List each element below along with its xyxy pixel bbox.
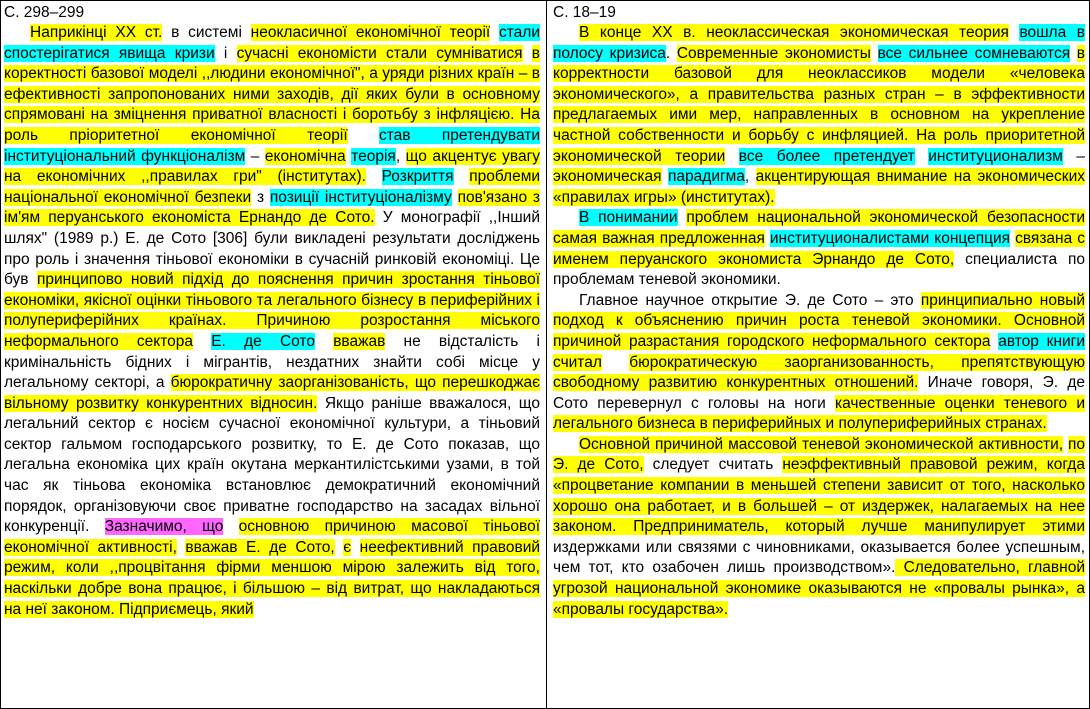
text-segment bbox=[644, 456, 653, 473]
text-segment: в системі bbox=[162, 24, 251, 41]
right-paragraph bbox=[553, 435, 1085, 620]
text-segment: акцентирующая внимание на экономических «правилах игры» (институтах). bbox=[553, 168, 1085, 206]
text-segment: позиції інституціоналізму bbox=[269, 188, 452, 206]
text-segment: автор книги bbox=[998, 332, 1085, 350]
text-segment bbox=[490, 24, 499, 41]
right-paragraph bbox=[553, 208, 1085, 290]
text-segment: качественные оценки теневого и легального бизнеса в периферийных и полупериферийных странах. bbox=[553, 394, 1085, 433]
text-segment bbox=[1009, 24, 1020, 41]
text-segment bbox=[915, 148, 929, 165]
text-segment: проблем национальной экономической безопасности bbox=[686, 209, 1085, 227]
text-segment bbox=[773, 456, 782, 473]
text-segment bbox=[366, 168, 382, 185]
text-segment: є bbox=[343, 538, 352, 556]
left-page-reference: С. 298–299 bbox=[4, 4, 85, 21]
right-text-body bbox=[553, 23, 1085, 620]
text-segment: Иначе говоря, Э. де Сото перевернул с головы на ноги bbox=[553, 374, 1085, 412]
text-segment: що акцентує увагу на економічних ,,правилах гри" (інститутах). bbox=[4, 147, 540, 186]
text-segment: все сильнее сомневаются bbox=[877, 44, 1071, 62]
text-segment: – bbox=[1062, 147, 1085, 165]
text-segment bbox=[348, 127, 379, 144]
text-segment: став претендувати інституціональний функціоналізм bbox=[4, 126, 540, 165]
text-segment: Зазначимо, що bbox=[104, 518, 224, 536]
text-segment bbox=[602, 354, 629, 371]
text-segment bbox=[523, 45, 532, 62]
text-segment: – bbox=[245, 147, 265, 165]
text-segment: Розкриття bbox=[381, 168, 454, 186]
text-segment bbox=[193, 333, 211, 350]
text-segment: , bbox=[395, 147, 406, 165]
text-segment: Главное научное открытие Э. де Сото – это bbox=[579, 291, 921, 309]
left-text-body bbox=[4, 23, 540, 620]
text-segment: теорія bbox=[351, 147, 396, 165]
column-divider bbox=[546, 0, 547, 709]
text-segment: парадигма bbox=[668, 168, 745, 186]
text-segment: Современные экономисты bbox=[676, 44, 871, 62]
text-segment bbox=[351, 539, 360, 556]
text-segment bbox=[335, 539, 344, 556]
text-segment: специалиста по проблемам теневой экономики. bbox=[553, 250, 1085, 289]
right-paragraph bbox=[553, 291, 1085, 435]
text-segment: издержками или связями с чиновниками, оказывается более успешным, чем тот, кто озабочен лишь производством». bbox=[553, 538, 1085, 577]
text-segment: , bbox=[744, 168, 756, 186]
text-segment: в коректності базової моделі ,,людини економічної", а уряди різних країн – в ефективності запропонованих ними заходів, дії яких були в основному спрямовані на зміцнення приватної власності і боротьбу з інфляцією. На роль пріоритетної економічної теорії bbox=[4, 44, 540, 144]
text-segment: Следовательно, главной угрозой национальной экономике оказываются не «провалы рынка», а «провалы государства». bbox=[553, 559, 1085, 618]
text-segment: принципиально новый подход к объяснению причин роста теневой экономики. Основной bbox=[553, 291, 1085, 330]
text-segment: з bbox=[251, 188, 270, 206]
text-segment: следует считать bbox=[652, 456, 774, 474]
text-segment: вошла в полосу кризиса bbox=[553, 24, 1085, 62]
text-segment: . bbox=[665, 44, 677, 62]
text-segment bbox=[871, 45, 878, 62]
text-segment: економічна bbox=[264, 147, 346, 165]
text-segment: считал bbox=[553, 353, 602, 371]
text-segment: по Э. де Сото, bbox=[553, 435, 1085, 474]
text-segment: і bbox=[214, 44, 237, 62]
text-segment bbox=[89, 518, 104, 535]
text-segment: неефективний правовий режим, коли ,,процвітання фірми меншою мірою залежить від того, наскільки добре вона працює, і більшою – від витрат, що накладаються на неї законом. Підприємець, який bbox=[4, 538, 540, 618]
left-paragraph bbox=[4, 23, 540, 620]
text-segment bbox=[315, 333, 333, 350]
text-segment: Якщо раніше вважалося, що легальний сектор є носієм сучасної економічної культури, а тіньовий сектор гальмом господарського розвитку, то Е. де Сото показав, що легальна економіка цих країн окутана меркантилістськими узами, в той час як тіньова економіка встановлює демократичний економічний порядок, організовуючи своє приватне господарство на засадах вільної конкуренції. bbox=[4, 394, 540, 536]
text-segment: принципово новий підхід до пояснення причин зростання тіньової економіки, якісної оцінки тіньового та легального бізнесу в периферійних і полупериферійних країнах. Причиною розростання міського неформального сектора bbox=[4, 271, 540, 350]
text-segment bbox=[452, 189, 458, 206]
text-segment: все более претендует bbox=[738, 147, 915, 165]
text-segment: бюрократическую заорганизованность, препятствующую свободному развитию конкурентных отношений. bbox=[553, 353, 1085, 392]
text-segment: стали спостерігатися явища кризи bbox=[4, 24, 540, 62]
text-segment: В понимании bbox=[579, 209, 678, 227]
text-segment: Основной причиной массовой теневой экономической активности, bbox=[579, 435, 1064, 453]
text-segment: неэффективный правовой режим, когда «процветание компании в меньшей степени зависит от того, насколько хорошо она работает, и в большей – от издержек, налагаемых на нее законом. Предприниматель, который лучше манипулирует этими bbox=[553, 456, 1085, 536]
text-segment: основною причиною масової тіньової економічної активності, bbox=[4, 518, 540, 556]
left-column bbox=[4, 0, 540, 620]
text-segment: сучасні економісти стали сумніватися bbox=[236, 44, 523, 62]
text-segment: проблеми національної економічної безпеки bbox=[4, 168, 540, 206]
text-segment bbox=[223, 518, 238, 535]
text-segment bbox=[1070, 45, 1077, 62]
text-segment: причиной разрастания городского неформального сектора bbox=[553, 332, 991, 350]
text-segment bbox=[725, 148, 739, 165]
text-segment: У монографії ,,Інший шлях" (1989 р.) Е. де Сото [306] були викладені результати досліджень про роль і значення тіньової економіки в сучасній ринковій економіці. Це був bbox=[4, 209, 540, 289]
text-segment: экономическая bbox=[553, 168, 662, 186]
text-segment: связана с именем перуанского экономиста Эрнандо де Сото, bbox=[553, 229, 1085, 268]
text-segment: Наприкінці XX ст. bbox=[30, 24, 163, 41]
right-paragraph bbox=[553, 23, 1085, 208]
text-segment: В конце XX в. неоклассическая экономическая теория bbox=[579, 24, 1009, 41]
text-segment: в корректности базовой для неоклассиков модели «человека экономического», а правительства разных стран – в эффективности предлагаемых ими мер, направленных в основном на укрепление частной собственности и борьбу с инфляцией. На роль приоритетной экономической теории bbox=[553, 44, 1085, 165]
text-segment bbox=[454, 168, 470, 185]
text-segment: самая важная предложенная bbox=[553, 229, 765, 247]
right-column bbox=[553, 0, 1085, 620]
text-segment: институционалистами концепция bbox=[769, 229, 1011, 247]
text-segment: вважав Е. де Сото, bbox=[185, 538, 335, 556]
text-segment: не відсталість і кримінальність бідних і мігрантів, нездатних знайти собі місце у легальному секторі, а bbox=[4, 332, 540, 392]
text-segment: институционализм bbox=[928, 147, 1063, 165]
text-segment: бюрократичну заорганізованість, що перешкоджає вільному розвитку конкурентних відносин. bbox=[4, 374, 540, 412]
right-page-reference: С. 18–19 bbox=[553, 4, 616, 21]
text-segment: неокласичної економічної теорії bbox=[250, 24, 491, 41]
text-segment: пов'язано з ім'ям перуанського економіста Ернандо де Сото. bbox=[4, 188, 540, 227]
text-segment: Е. де Сото bbox=[211, 332, 315, 350]
text-segment: вважав bbox=[333, 332, 386, 350]
